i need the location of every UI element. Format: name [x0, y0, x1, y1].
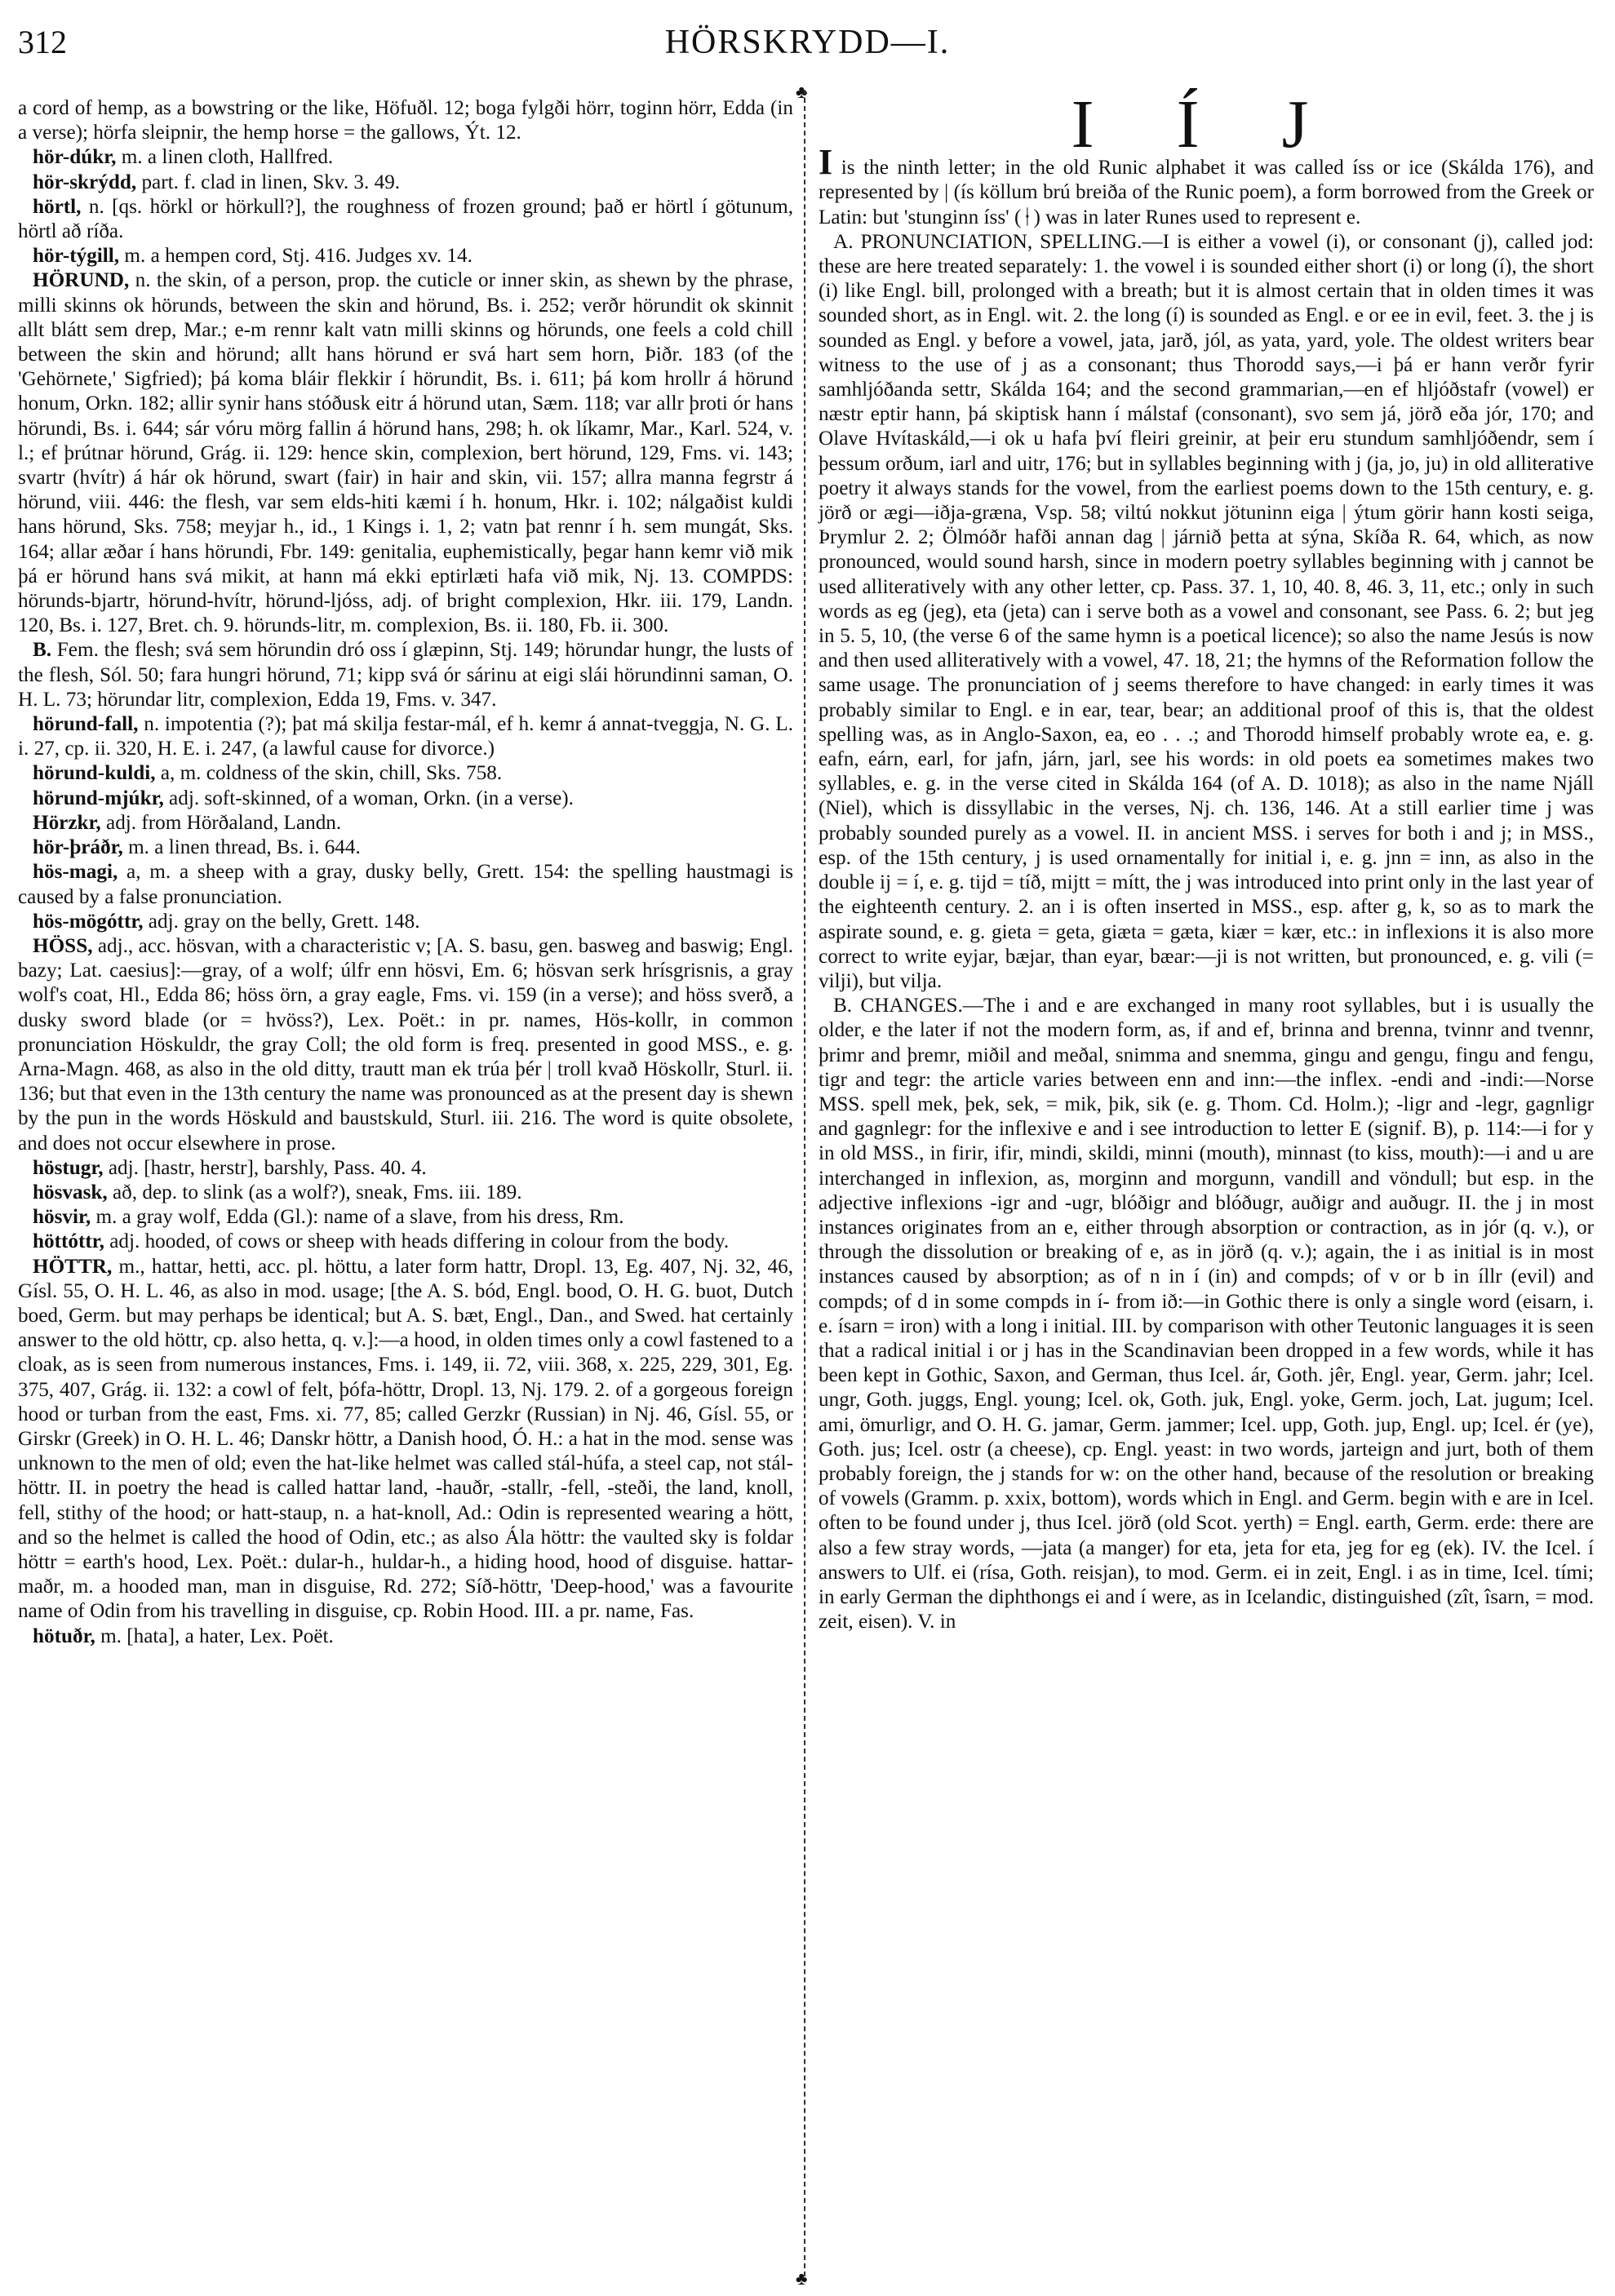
headword: hör-týgill,	[33, 245, 120, 268]
dictionary-entry	[18, 712, 793, 761]
page-number: 312	[18, 24, 67, 60]
dictionary-entry	[18, 1624, 793, 1649]
headword: hörund-mjúkr,	[33, 787, 164, 809]
entry-paragraph: B. CHANGES.—The i and e are exchanged in many root syllables, but i is usually the older, e the later if not the modern form, as, if and ef, brinna and brenna, tvinnr and tvennr, þrimr and þremr, miðil and meðal, snimma and snemma, gingu and gengu, fingu and fengu, tigr and tegr: the article varies between enn and inn:—the inflex. -endi and -indi:—Norse MSS. spell mek, þek, sek, = mik, þik, sik (e. g. Thom. Cd. Holm.); -ligr and -legr, gagnligr and gagnlegr: for the inflexive e and i see introduction to letter E (signif. B), p. 114:—i for y in old MSS., in firir, ifir, mindi, skildi, minni (mouth), minnast (to kiss, mouth):—i and u are interchanged in inflexion, as, morginn and morgunn, vandill and vöndull; but esp. in the adjective inflexions -igr and -ugr, blóðigr and blóðugr, auðigr and auðugr. II. the j in most instances originates from an e, either through absorption or contraction, as in jór (q. v.), or through the dissolution or breaking of e, as in jörð (q. v.); again, the i as initial is in most instances caused by absorption; as of n in í (in) and compds; of v or b in íllr (evil) and compds; of d in some compds in í- from ið:—in Gothic there is only a single word (eisarn, i. e. ísarn = iron) with a long i initial. III. by comparison with other Teutonic languages it is seen that a radical initial i or j has in the Scandinavian been dropped in a few words, while it has been kept in Gothic, Saxon, and German, thus Icel. ár, Goth. jêr, Engl. year, Germ. jahr; Icel. ungr, Goth. juggs, Engl. young; Icel. ok, Goth. juk, Engl. yoke, Germ. joch, Lat. jugum; Icel. ami, ömurligr, and O. H. G. jamar, Germ. jammer; Icel. upp, Goth. jup, Engl. up; Icel. ér (ye), Goth. jus; Icel. ostr (a cheese), cp. Engl. yeast: in two words, jarteign and jurt, both of them probably foreign, the j stands for w: on the other hand, because of the resolution or breaking of vowels (Gramm. p. xxix, bottom), words which in Engl. and Germ. begin with e are in Icel. often to be found under j, thus Icel. jörð (old Scot. yerth) = Engl. earth, Germ. erde: there are also a few stray words, —jata (a manger) for eta, jeta for eta, jeg for eg (ek). IV. the Icel. í answers to Ulf. ei (rísa, Goth. reisjan), to mod. Germ. ei in zeit, Engl. i as in time, Icel. tími; in early German the diphthongs ei and í were, as in Icelandic, distinguished (zît, îsarn, = mod. zeit, eisen). V. in	[819, 995, 1595, 1633]
dictionary-entry	[18, 761, 793, 786]
dictionary-entry	[18, 1181, 793, 1205]
entry-body: m. a gray wolf, Edda (Gl.): name of a slave, from his dress, Rm.	[91, 1206, 624, 1229]
headword: hös-magi,	[33, 861, 118, 884]
entry-body: adj. gray on the belly, Grett. 148.	[143, 910, 420, 933]
headword: hös-mögóttr,	[33, 910, 144, 933]
entry-body: m. a linen thread, Bs. i. 644.	[122, 836, 361, 859]
drop-letter: I	[819, 142, 833, 183]
dictionary-entry	[18, 811, 793, 836]
entry-body: m. a hempen cord, Stj. 416. Judges xv. 14.	[119, 245, 473, 268]
entry-body: m., hattar, hetti, acc. pl. höttu, a later form hattr, Dropl. 13, Eg. 407, Nj. 32, 46, Gísl. 55, O. H. L. 46, as also in mod. usage; [the A. S. bód, Engl. bood, O. H. G. buot, Dutch boed, Germ. but may perhaps be identical; but A. S. bæt, Engl., Dan., and Swed. hat certainly answer to the old höttr, cp. also hetta, q. v.]:—a hood, in olden times only a cowl fastened to a cloak, as is seen from numerous instances, Fms. i. 149, ii. 72, viii. 368, x. 225, 229, 301, Eg. 375, 407, Grág. ii. 132: a cowl of felt, þófa-höttr, Dropl. 13, Nj. 179. 2. of a gorgeous foreign hood or turban from the east, Fms. xi. 77, 85; called Gerzkr (Russian) in Nj. 46, Gísl. 55, or Girskr (Greek) in O. H. L. 46; Danskr höttr, a Danish hood, Ó. H.: a hat in the mod. sense was unknown to the men of old; even the hat-like helmet was called stál-húfa, a steel cap, not stál-höttr. II. in poetry the head is called hattar land, -hauðr, -stallr, -fell, -steði, the land, knoll, fell, stithy of the hood; or hatt-staup, n. a hat-knoll, Ad.: Odin is represented wearing a hött, and so the helmet is called the hood of Odin, etc.; as also Ála höttr: the vaulted sky is foldar höttr = earth's hood, Lex. Poët.: dular-h., huldar-h., a hiding hood, hood of disguise. hattar-maðr, m. a hooded man, man in disguise, Rd. 272; Síð-höttr, 'Deep-hood,' was a favourite name of Odin from his travelling in disguise, cp. Robin Hood. III. a pr. name, Fas.	[18, 1255, 793, 1623]
headword: Hörzkr,	[33, 811, 101, 834]
entry-body: adj. from Hörðaland, Landn.	[100, 811, 342, 834]
left-column	[18, 96, 793, 1649]
entry-body: n. impotentia (?); þat má skilja festar-mál, ef h. kemr á annat-tveggja, N. G. L. i. 27, cp. ii. 320, H. E. i. 247, (a lawful cause for divorce.)	[18, 713, 793, 760]
dictionary-entry	[18, 268, 793, 638]
entry-body: part. f. clad in linen, Skv. 3. 49.	[136, 171, 401, 193]
headword: B.	[33, 639, 52, 662]
headword: hör-dúkr,	[33, 146, 117, 169]
headword: HÖTTR,	[33, 1255, 113, 1278]
entry-body: m. [hata], a hater, Lex. Poët.	[95, 1624, 334, 1647]
dictionary-entry	[18, 244, 793, 268]
dictionary-entry	[18, 1255, 793, 1624]
dictionary-entry	[18, 1156, 793, 1181]
dictionary-entry	[18, 1230, 793, 1254]
dictionary-entry	[18, 836, 793, 860]
dictionary-entry	[18, 145, 793, 170]
entry-paragraph	[819, 142, 1594, 230]
entry-body: m. a linen cloth, Hallfred.	[116, 146, 334, 169]
dictionary-entry	[18, 171, 793, 195]
headword: hötuðr,	[33, 1624, 95, 1647]
entry-body: a, m. coldness of the skin, chill, Sks. 758.	[155, 762, 503, 785]
entry-body: n. [qs. hörkl or hörkull?], the roughness of frozen ground; það er hörtl í götunum, hörtl að ríða.	[18, 195, 793, 243]
entry-body: a, m. a sheep with a gray, dusky belly, Grett. 154: the spelling haustmagi is caused by a false pronunciation.	[18, 861, 793, 908]
headword: hösvir,	[33, 1206, 91, 1229]
running-head: HÖRSKRYDD—I.	[664, 24, 951, 61]
section-letters: I Í J	[1071, 86, 1342, 162]
column-divider	[804, 90, 805, 2276]
right-column	[819, 86, 1595, 1634]
dictionary-entry	[18, 638, 793, 712]
headword: hörund-kuldi,	[33, 762, 156, 785]
entry-body: a cord of hemp, as a bowstring or the like, Höfuðl. 12; boga fylgði hörr, toginn hörr, Edda (in a verse); hörfa sleipnir, the hemp horse = the gallows, Ýt. 12.	[18, 97, 793, 144]
entry-paragraph: A. PRONUNCIATION, SPELLING.—I is either a vowel (i), or consonant (j), called jod: these are here treated separately: 1. the vowel i is sounded either short (i) or long (í), the short (i) like Engl. bill, prolonged with a breath; but it is almost certain that in olden times it was sounded short, as in Engl. wit. 2. the long (í) is sounded as Engl. e or ee in evil, feet. 3. the j is sounded as Engl. y before a vowel, jata, jarð, jól, as yata, yard, yole. The oldest writers bear witness to the use of j as a consonant; thus Thorodd says,—i þá er hann verðr fyrir samhljóðanda settr, Skálda 164; and the second grammarian,—en ef hljóðstafr (vowel) er næstr eptir hann, þá skiptisk hann í málstaf (consonant), svo sem já, jörð eða jór, 170; and Olave Hvítaskáld,—i ok u hafa því fleiri greinir, at þeir eru stundum samhljóðendr, sem í þessum orðum, iarl and uitr, 176; but in syllables beginning with j (ja, jo, ju) in old alliterative poetry it always stands for the vowel, from the earliest poems down to the 15th century, e. g. jörð or ægi—iðja-græna, Vsp. 58; viltú nokkut jötuninn eiga | ýtum görir hann kosti seiga, Þrymlur 2. 2; Ölmóðr hafði annan dag | járnið þetta at sýna, Skíða R. 64, which, as now pronounced, would sound harsh, since in modern poetry syllables beginning with j cannot be used alliteratively with any other letter, cp. Pass. 37. 1, 10, 40. 8, 46. 3, 11, etc.; only in such words as eg (jeg), eta (jeta) can i serve both as a vowel and consonant, see Pass. 6. 2; but jeg in 5. 5, 10, (the verse 6 of the same hymn is a poetical licence); so also the name Jesús is now and then used alliteratively with a vowel, 47. 18, 21; the hymns of the Reformation follow the same usage. The pronunciation of j seems therefore to have changed: in early times it was probably similar to Engl. e in ear, tear, bear; an additional proof of this is, that the oldest spelling was, as in Anglo-Saxon, ea, eo . . .; and Thorodd himself probably wrote ea, e. g. eafn, eárn, earl, for jafn, járn, jarl, see his words: in old poets ea sometimes makes two syllables, e. g. in the verse cited in Skálda 164 (of A. D. 1018); as also in the name Njáll (Niel), which is dissyllabic in the verses, Nj. ch. 136, 146. At a still earlier time j was probably sounded purely as a vowel. II. in ancient MSS. i serves for both i and j; in MSS., esp. of the 15th century, j is used ornamentally for initial i, e. g. jnn = inn, as also in the double ij = í, e. g. tijd = tíð, mijtt = mítt, the j was introduced into print only in the last year of the eighteenth century. 2. an i is often inserted in MSS., esp. after g, k, so as to mark the aspirate sound, e. g. gieta = geta, giæta = gæta, kiær = kær, etc.: in inflexions it is also more correct to write eyjar, bæjar, than eyar, bæar:—ji is not written, but pronounced, e. g. vili (= vilji), but vilja.	[819, 230, 1594, 992]
headword: HÖRUND,	[33, 269, 130, 292]
ornament-icon: ♣	[796, 2268, 808, 2289]
headword: hörund-fall,	[33, 713, 139, 736]
entry-body: adj. soft-skinned, of a woman, Orkn. (in a verse).	[163, 787, 574, 809]
dictionary-entry	[18, 787, 793, 811]
headword: hörtl,	[33, 195, 82, 218]
headword: hör-skrýdd,	[33, 171, 137, 193]
entry-body: Fem. the flesh; svá sem hörundin dró oss í glæpinn, Stj. 149; hörundar hungr, the lusts of the flesh, Sól. 50; fara hungri hörund, 71; kipp svá ór sárinu at eigi slái hörundinni saman, O. H. L. 73; hörundar litr, complexion, Edda 19, Fms. v. 347.	[18, 639, 793, 711]
dictionary-entry	[18, 910, 793, 934]
headword: höstugr,	[33, 1156, 104, 1179]
headword: höttóttr,	[33, 1230, 104, 1253]
entry-text: is the ninth letter; in the old Runic alphabet it was called íss or ice (Skálda 176), and represented by | (ís köllum brú breiða of the Runic poem), a form borrowed from the Greek or Latin: but 'stunginn íss' (ᛂ) was in later Runes used to represent e.	[819, 157, 1594, 228]
dictionary-entry	[18, 934, 793, 1156]
dictionary-entry	[18, 860, 793, 909]
entry-body: adj., acc. hösvan, with a characteristic v; [A. S. basu, gen. basweg and baswig; Engl. bazy; Lat. caesius]:—gray, of a wolf; úlfr enn hösvi, Em. 6; hösvan serk hrísgrisnis, a gray wolf's coat, Hl., Edda 86; höss örn, a gray eagle, Fms. vi. 159 (in a verse); and höss sverð, a dusky sword blade (or = hvöss?), Lex. Poët.: in pr. names, Hös-kollr, in common pronunciation Höskuldr, the gray Coll; the old form is freq. presented in good MSS., e. g. Arna-Magn. 468, as also in the old ditty, trautt man ek trúa þér | troll kvað Höskollr, Sturl. ii. 136; but that even in the 13th century the name was pronounced as at the present day is shewn by the pun in the words Höskuld and baustskuld, Sturl. iii. 216. The word is quite obsolete, and does not occur elsewhere in prose.	[18, 934, 793, 1155]
entry-body: adj. hooded, of cows or sheep with heads differing in colour from the body.	[104, 1230, 730, 1253]
headword: HÖSS,	[33, 934, 93, 957]
headword: hösvask,	[33, 1181, 108, 1203]
dictionary-entry	[18, 195, 793, 244]
entry-body: að, dep. to slink (as a wolf?), sneak, Fms. iii. 189.	[107, 1181, 522, 1203]
entry-body: adj. [hastr, herstr], barshly, Pass. 40. 4.	[103, 1156, 427, 1179]
dictionary-entry	[18, 96, 793, 145]
headword: hör-þráðr,	[33, 836, 123, 859]
ornament-icon: ♣	[796, 82, 808, 102]
entry-body: n. the skin, of a person, prop. the cuticle or inner skin, as shewn by the phrase, milli skinns ok hörunds, between the skin and hörund, Bs. i. 252; verðr hörundit ok skinnit allt blátt sem drep, Mar.; e-m rennr kalt vatn milli skinns og hörunds, one feels a cold chill between the skin and hörund; allt hans hörund er svá hart sem horn, Þiðr. 183 (of the 'Gehörnete,' Sigfried); þá koma bláir flekkir í hörundit, Bs. i. 611; þá kom hrollr á hörund honum, Orkn. 182; allir synir hans stóðusk eitr á hörund utan, Sæm. 118; var allr þroti ór hans hörundi, Bs. i. 644; sár vóru mörg fallin á hörund hans, 298; h. ok líkamr, Mar., Karl. 524, v. l.; ef þrútnar hörund, Grág. ii. 129: hence skin, complexion, bert hörund, 129, Fms. vi. 143; svartr (hvítr) á hár ok hörund, swart (fair) in hair and skin, vii. 157; allra manna fegrstr á hörund, viii. 446: the flesh, var sem elds-hiti kæmi í h. honum, Hkr. i. 102; nálgaðist kuldi hans hörund, Sks. 758; meyjar h., id., 1 Kings i. 1, 2; vatn þat rennr í h. sem mungát, Sks. 164; allar æðar í hans hörundi, Fbr. 149: genitalia, euphemistically, þegar hann kemr við mik þá er hörund hans svá mikit, at hann má ekki eptirlæti hafa við mik, Nj. 13. COMPDS: hörunds-bjartr, hörund-hvítr, hörund-ljóss, adj. of bright complexion, Hkr. iii. 179, Landn. 120, Bs. i. 127, Bret. ch. 9. hörunds-litr, m. complexion, Bs. ii. 180, Fb. ii. 300.	[18, 269, 793, 637]
dictionary-entry	[18, 1205, 793, 1230]
